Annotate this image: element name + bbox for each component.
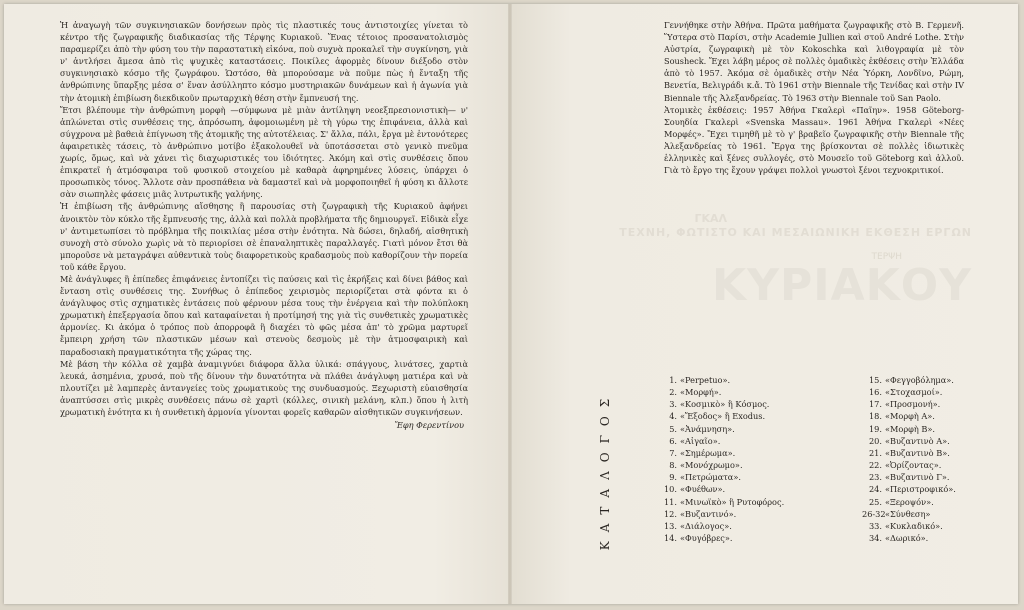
catalog-item-number: 21. (868, 447, 882, 458)
catalog-item-title: «Κοσμικὸ» ἢ Κόσμος. (680, 399, 770, 410)
catalog-item-number: 14. (663, 533, 677, 544)
catalog-item-title: «Πετρώματα». (680, 472, 741, 483)
catalog-item-number: 7. (669, 447, 677, 458)
catalog-item-number: 26-32 (862, 508, 886, 519)
catalog-item-title: «Διάλογος». (680, 520, 732, 531)
catalog-item-title: «Αἰγαῖο». (680, 435, 721, 446)
catalog-item-title: «Ἔξοδος» ἢ Exodus. (680, 411, 766, 422)
catalog-item (655, 374, 784, 386)
catalog-item-number: 16. (868, 387, 882, 398)
catalog-item (862, 471, 956, 483)
catalog-item-title: «Βυζαντινὸ Β». (885, 447, 950, 458)
bio-paragraph: Γεννήθηκε στὴν Ἀθήνα. Πρῶτα μαθήματα ζωγραφικῆς στὸ Β. Γερμενῆ. Ὕστερα στὸ Παρίσι, στὴν Academie Jullien καὶ στοῦ André Lothe. Στὴν Αὐστρία, ζωγραφικὴ μὲ τὸν Kokoschka καὶ λιθογραφία μὲ τὸν Sousheck. Ἔχει λάβη μέρος σὲ πολλὲς ὁμαδικὲς ἐκθέσεις στὴν Ἑλλάδα ἀπὸ τὸ 1957. Ἀκόμα σὲ ὁμαδικὲς στὴν Νέα Ὑόρκη, Λονδῖνο, Ρώμη, Βενετία, Βελιγράδι κ.ἄ. Τὸ 1961 στὴν Biennale τῆς Τενίδας καὶ στὴν IV Biennale τῆς Ἀλεξανδρείας. Τὸ 1963 στὴν Biennale τοῦ San Paolo. (664, 20, 964, 103)
catalog-item-title: «Ξεροψόν». (885, 496, 934, 507)
catalog-item-number: 23. (868, 472, 882, 483)
catalog-item-title: «Μονόχρωμο». (680, 460, 743, 471)
catalog-item-title: «Στοχασμοί». (885, 387, 943, 398)
catalog-item-title: «Μορφή». (680, 387, 722, 398)
catalog-item (862, 398, 956, 410)
catalog-item-title: «Σύνθεση» (885, 508, 931, 519)
catalog-item-title: «Περιστροφικό». (885, 484, 956, 495)
catalog-item (862, 435, 956, 447)
essay-paragraph: Ἡ ἐπιβίωση τῆς ἀνθρώπινης αἴσθησης ἢ παρουσίας στὴ ζωγραφικὴ τῆς Κυριακοῦ ἀφήνει ἀνοικτὸν τὸν κύκλο τῆς ἔμπνευσής της, ἀλλὰ καὶ πολλὰ προβλήματα τῆς δημιουργεῖ. Εἰδικὰ εἶχε ν' ἀντιμετωπίσει τὸ πρόβλημα τῆς ποικιλίας μέσα στὴν ἑνότητα. Νὰ δώσει, δηλαδή, αἰσθητικὴ συνοχὴ στὸ σύνολο χωρὶς νὰ τὸ περιορίσει σὲ ἐπαναληπτικὲς παραλλαγές. Γιατὶ μόνον ἔτσι θὰ μποροῦσε νὰ μεταγράψει αὐθεντικὰ τοὺς διαφορετικοὺς κραδασμοὺς ποὺ καθορίζουν τὴν πορεία τοῦ κάθε ἔργου. (60, 201, 468, 272)
essay-signature: Ἔφη Φερεντίνου (394, 420, 464, 431)
catalog-item-title: «Βυζαντινὸ Α». (885, 435, 950, 446)
catalog-item-title: «Μινωϊκὸ» ἢ Ρυτοφόρος. (680, 496, 785, 507)
ghost-artist-name: ΚΥΡΙΑΚΟΥ (712, 260, 972, 311)
catalog-item (862, 520, 956, 532)
catalog-item (655, 496, 784, 508)
essay-paragraph: Μὲ ἀνάγλυφες ἢ ἐπίπεδες ἐπιφάνειες ἐντοπίζει τὶς παύσεις καὶ τὶς ἐκρήξεις καὶ δίνει βάθος καὶ ἔνταση στὶς συνθέσεις της. Συνήθως ὁ ἐπίπεδος χειρισμὸς περιορίζεται στὰ φόντα κι ὁ ἀνάγλυφος στὶς σχηματικὲς ἐντάσεις ποὺ φέρνουν μέσα τους τὴν ἐνέργεια καὶ τὴν πολύπλοκη χρωματικὴ ἐπεξεργασία ὅπου καὶ καταφαίνεται ἡ προτίμησή της γιὰ τὶς συνθετικὲς χρωματικὲς ἁρμονίες. Κι ἀκόμα ὁ τρόπος ποὺ ἀπορροφᾶ ἢ διαχέει τὸ φῶς μέσα ἀπ' τὸ χρῶμα μαρτυρεῖ ἔμπειρη χρήση τῶν πλαστικῶν μέσων καὶ στενοὺς δεσμοὺς μὲ τὴν ἀτμοσφαιρικὴ καὶ παραδοσιακὴ πραγματικότητα τῆς χώρας της. (60, 273, 468, 357)
catalog-item-number: 25. (868, 496, 882, 507)
catalog-item-number: 10. (663, 484, 677, 495)
ghost-line: ΓΚΑΛ (694, 212, 727, 225)
catalog-item (862, 386, 956, 398)
catalog-item-title: «Σημέρωμα». (680, 447, 736, 458)
catalog-item-number: 17. (868, 399, 882, 410)
catalog-item-number: 8. (669, 460, 677, 471)
catalog-item-title: «Κυκλαδικό». (885, 520, 943, 531)
ghost-line: ΤΕΡΨΗ (871, 252, 902, 262)
catalog-item-title: «Perpetuo». (680, 375, 731, 385)
catalog-item-number: 22. (868, 460, 882, 471)
catalog-item (655, 520, 784, 532)
catalog-item-number: 13. (663, 520, 677, 531)
catalog-item (655, 410, 784, 422)
essay-paragraph: Μὲ βάση τὴν κόλλα σὲ χαμβὰ ἀναμιγνύει διάφορα ἄλλα ὑλικά: σπάγγους, λινάτσες, χαρτιὰ λευκά, ἀσημένια, χρυσά, ποὺ τῆς δίνουν τὴν δυνατότητα νὰ πλάθει ἀνάγλυφη ματιέρα καὶ νὰ πλουτίζει μὲ λαμπερὲς ἀντανγείες τοὺς χρωματικοὺς της συνδυασμούς. Ξεχωριστὴ εὐαισθησία ἀναπτύσσει στὶς μικρὲς συνθέσεις πάνω σὲ χαρτὶ (κόλλες, σινικὴ μελάνη, κλπ.) ὅπου ἡ λιτὴ χρωματικὴ ἑνότητα κι ἡ συνθετικὴ ἁρμονία γίνονται φορεῖς καθαρῶν αἰσθητικῶν συγκινήσεων. (60, 358, 468, 417)
catalog-item-number: 15. (868, 375, 882, 385)
catalog-item-number: 19. (868, 423, 882, 434)
catalog-item-number: 34. (868, 533, 882, 544)
bio-paragraph: Ἀτομικὲς ἐκθέσεις: 1957 Ἀθήνα Γκαλερὶ «Παῖην». 1958 Göteborg-Σουηδία Γκαλερὶ «Svenska Massau». 1961 Ἀθήνα Γκαλερὶ «Νέες Μορφές». Ἔχει τιμηθῆ μὲ τὸ γ' βραβεῖο ζωγραφικῆς στὴν Biennale τῆς Ἀλεξανδρείας τὸ 1961. Ἔργα της βρίσκονται σὲ πολλὲς ἰδιωτικὲς ἑλληνικὲς καὶ ξένες συλλογές, στὸ Μουσεῖο τοῦ Göteborg καὶ ἀλλοῦ. Γιὰ τὸ ἔργο της ἔχουν γράψει πολλοὶ γνωστοὶ ξένοι τεχνοκριτικοί. (664, 104, 964, 176)
catalog-item-number: 3. (669, 399, 677, 410)
catalog-item-title: «Ὀρίζοντας». (885, 460, 942, 471)
artist-bio (664, 19, 964, 176)
catalog-heading-text: ΚΑΤΑΛΟΓΟΣ (598, 389, 612, 551)
catalog-item (862, 508, 956, 520)
catalog-item (655, 447, 784, 459)
catalog-item (655, 459, 784, 471)
center-fold (508, 4, 512, 604)
catalog-item (655, 532, 784, 544)
catalog-item (655, 508, 784, 520)
catalog-item (655, 386, 784, 398)
catalog-item-number: 33. (868, 520, 882, 531)
catalog-item (862, 374, 956, 386)
catalog-item-title: «Δωρικό». (885, 533, 929, 544)
catalog-item (655, 471, 784, 483)
catalog-item-number: 2. (669, 387, 677, 398)
catalog-item-title: «Φυγόβρες». (680, 533, 733, 544)
catalog-item-number: 18. (868, 411, 882, 422)
catalog-item-number: 11. (663, 496, 677, 507)
essay-text (60, 19, 468, 431)
catalog-item-title: «Προσμονή». (885, 399, 941, 410)
catalog-item-number: 6. (669, 435, 677, 446)
catalog-item-number: 20. (868, 435, 882, 446)
catalog-list-right (862, 374, 956, 544)
catalog-item (655, 435, 784, 447)
ghost-line: ΤΕΧΝΗ, ΦΩΤΙΣΤΟ ΚΑΙ ΜΕΣΑΙΩΝΙΚΗ ΕΚΘΕΣΗ ΕΡΓΩΝ (619, 226, 972, 239)
catalog-item-number: 1. (669, 375, 677, 385)
catalog-list-left (655, 374, 784, 544)
catalog-item (862, 496, 956, 508)
catalog-item-number: 9. (669, 472, 677, 483)
catalog-item-number: 4. (669, 411, 677, 422)
catalog-item (862, 410, 956, 422)
catalog-item (862, 532, 956, 544)
catalog-item-number: 12. (663, 508, 677, 519)
catalog-item (862, 423, 956, 435)
catalog-item-number: 5. (669, 423, 677, 434)
catalog-item-title: «Μορφὴ Β». (885, 423, 936, 434)
catalog-item (862, 483, 956, 495)
catalog-item-title: «Βυζαντινό». (680, 508, 737, 519)
catalog-item (655, 398, 784, 410)
catalog-item-title: «Φεγγοβόλημα». (885, 375, 954, 385)
catalog-item-title: «Βυζαντινὸ Γ». (885, 472, 950, 483)
catalog-item-title: «Ἀνάμνηση». (680, 423, 735, 434)
catalog-item-number: 24. (868, 484, 882, 495)
catalog-item-title: «Φυέθων». (680, 484, 726, 495)
catalog-item-title: «Μορφὴ Α». (885, 411, 935, 422)
essay-paragraph: Ἔτσι βλέπουμε τὴν ἀνθρώπινη μορφὴ —σύμφωνα μὲ μιὰν ἀντίληψη νεοεξπρεσιονιστικὴ— ν' ἀπλώνεται στὶς συνθέσεις της, ἀπρόσωπη, ἀφομοιωμένη μὲ τὴ γύρω της ἐπιφάνεια, ἀλλὰ καὶ σύγχρονα μὲ βαθειὰ ἐπίγνωση τῆς ἀτομικῆς της αὐτοτέλειας. Σ' ἄλλα, πάλι, ἔργα μὲ ἐντονότερες ἀφαιρετικὲς τάσεις, τὸ ἀνθρώπινο μοτίβο ἐξακολουθεῖ νὰ ὑποτάσσεται στὸ γενικὸ πνεῦμα χωρίς, ὅμως, καὶ νὰ χάνει τὶς διαχωριστικές του ἰδιότητες. Ἀκόμη καὶ στὶς συνθέσεις ὅπου ἐπικρατεῖ ἡ ἀτμόσφαιρα τοῦ φυσικοῦ στοιχείου μὲ καθαρὰ ἀφηρημένες λύσεις, ὑπάρχει ὁ προσωπικὸς τόνος. Ἄλλοτε σὰν προσπάθεια νὰ δαμαστεῖ καὶ νὰ μορφοποιηθεῖ ἡ φύση κι ἄλλοτε σὰν σιωπηλὲς φάσεις μιᾶς λυτρωτικῆς γαλήνης. (60, 104, 468, 200)
catalog-item (655, 423, 784, 435)
catalog-item (862, 447, 956, 459)
catalog-heading (585, 390, 625, 550)
catalog-item (862, 459, 956, 471)
essay-paragraph: Ἡ ἀναγωγὴ τῶν συγκινησιακῶν δονήσεων πρὸς τὶς πλαστικές τους ἀντιστοιχίες γίνεται τὸ κέντρο τῆς ζωγραφικῆς διαδικασίας τῆς Τέρψης Κυριακοῦ. Ἕνας τέτοιος προσανατολισμὸς παραμερίζει ἀπὸ τὴν φύση του τὴν παραστατικὴ εἰκόνα, ποὺ συχνὰ προκαλεῖ τὴν συγκίνηση, γιὰ ν' ἀντλήσει ἄμεσα ἀπὸ τὶς ψυχικὲς καταστάσεις. Ποικίλες ἀφορμὲς δίνουν διέξοδο στὸν συγκινησιακὸ κόσμο τῆς ζωγράφου. Ὡστόσο, θὰ μπορούσαμε νὰ ποῦμε πὼς ἡ ἔνταξη τῆς ἀνθρώπινης ὕπαρξης μέσα σ' ἕναν ἀσύλληπτο κόσμο μυστηριακῶν δυνάμεων καὶ ἡ ἀγωνία γιὰ τὴν ἀτομικὴ ἐπιβίωση διεκδικοῦν πρωταρχικὴ θέση στὴν ἔμπνευσή της. (60, 20, 468, 103)
catalog-item (655, 483, 784, 495)
